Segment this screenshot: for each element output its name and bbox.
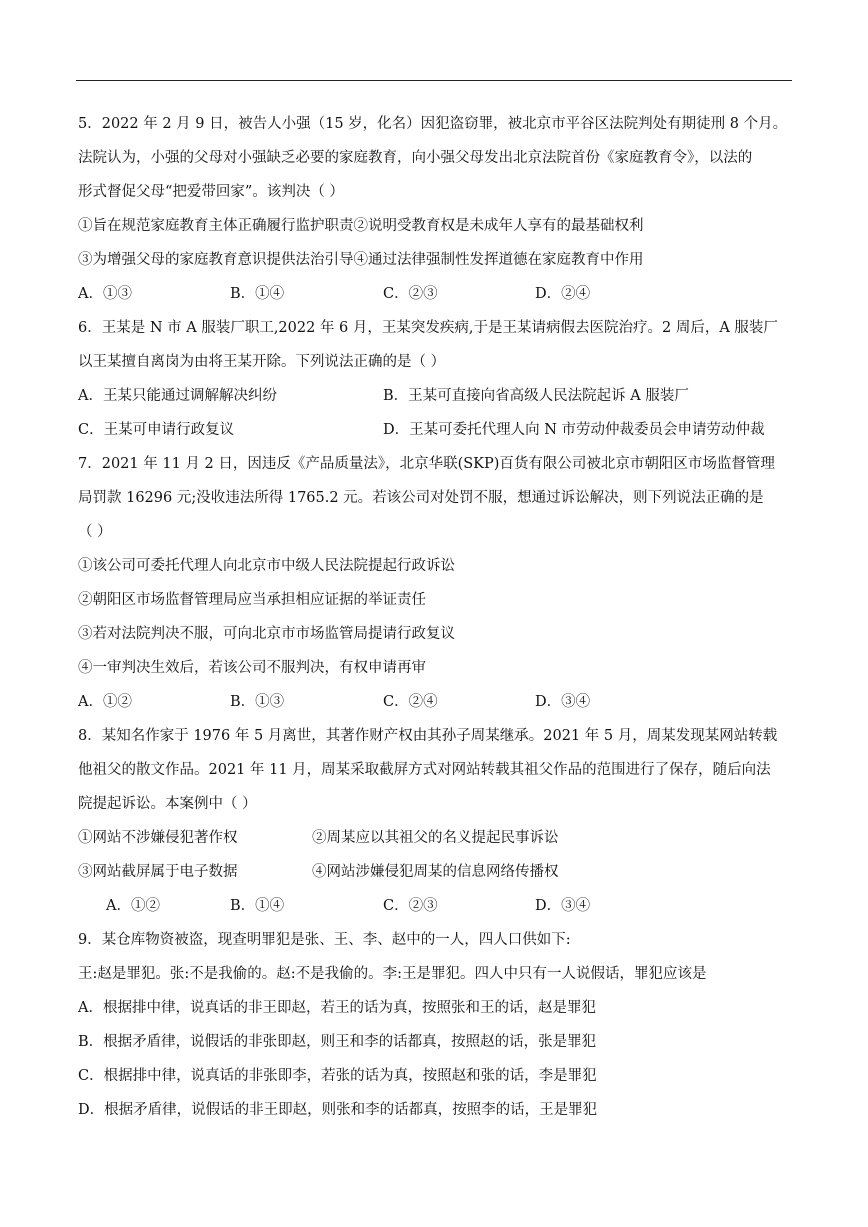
q9-stem-line-2: 王:赵是罪犯。张:不是我偷的。赵:不是我偷的。李:王是罪犯。四人中只有一人说假话，罪犯应该是 <box>78 966 707 982</box>
q9-option-b[interactable]: B．根据矛盾律，说假话的非张即赵，则王和李的话都真，按照赵的话，张是罪犯 <box>78 1034 597 1050</box>
q8-stem-line-1: 8．某知名作家于 1976 年 5 月离世，其著作财产权由其孙子周某继承。2021 年 5 月，周某发现某网站转载 <box>78 728 778 744</box>
q7-stem-line-1: 7．2021 年 11 月 2 日，因违反《产品质量法》，北京华联(SKP)百货有限公司被北京市朝阳区市场监督管理 <box>78 456 775 472</box>
q8-item-3: ③网站截屏属于电子数据 <box>78 864 238 880</box>
q8-stem-line-2: 他祖父的散文作品。2021 年 11 月，周某采取截屏方式对网站转载其祖父作品的范围进行了保存，随后向法 <box>78 762 771 778</box>
q9-stem-line-1: 9．某仓库物资被盗，现查明罪犯是张、王、李、赵中的一人，四人口供如下: <box>78 932 571 948</box>
q5-stem-line-3: 形式督促父母“把爱带回家”。该判决（ ） <box>78 184 344 200</box>
q9-option-c[interactable]: C．根据排中律，说真话的非张即李，若张的话为真，按照赵和张的话，李是罪犯 <box>78 1068 597 1084</box>
q7-stem-line-2: 局罚款 16296 元;没收违法所得 1765.2 元。若该公司对处罚不服，想通过诉讼解决，则下列说法正确的是 <box>78 490 764 506</box>
q8-option-d[interactable]: D．③④ <box>535 898 591 914</box>
q5-option-a[interactable]: A．①③ <box>78 286 132 302</box>
header-rule <box>76 80 792 81</box>
q6-option-d[interactable]: D．王某可委托代理人向 N 市劳动仲裁委员会申请劳动仲裁 <box>383 422 765 438</box>
q5-item-line-2: ③为增强父母的家庭教育意识提供法治引导④通过法律强制性发挥道德在家庭教育中作用 <box>78 252 644 268</box>
q8-option-b[interactable]: B．①④ <box>230 898 285 914</box>
q8-option-a[interactable]: A．①② <box>106 898 160 914</box>
q6-stem-line-1: 6．王某是 N 市 A 服装厂职工,2022 年 6 月，王某突发疾病,于是王某请病假去医院治疗。2 周后，A 服装厂 <box>78 320 778 336</box>
q5-stem-line-2: 法院认为，小强的父母对小强缺乏必要的家庭教育，向小强父母发出北京法院首份《家庭教育令》，以法的 <box>78 150 753 166</box>
q5-option-d[interactable]: D．②④ <box>535 286 591 302</box>
q5-stem-line-1: 5．2022 年 2 月 9 日，被告人小强（15 岁，化名）因犯盗窃罪，被北京市平谷区法院判处有期徒刑 8 个月。 <box>78 116 788 132</box>
q7-stem-line-3: （ ） <box>78 524 112 540</box>
q8-option-c[interactable]: C．②③ <box>383 898 438 914</box>
q8-item-1: ①网站不涉嫌侵犯著作权 <box>78 830 238 846</box>
q7-item-4: ④一审判决生效后，若该公司不服判决，有权申请再审 <box>78 660 426 676</box>
q7-item-1: ①该公司可委托代理人向北京市中级人民法院提起行政诉讼 <box>78 558 455 574</box>
q7-option-a[interactable]: A．①② <box>78 694 132 710</box>
q8-item-4: ④网站涉嫌侵犯周某的信息网络传播权 <box>312 864 559 880</box>
q7-option-d[interactable]: D．③④ <box>535 694 591 710</box>
q8-item-2: ②周某应以其祖父的名义提起民事诉讼 <box>312 830 559 846</box>
q6-stem-line-2: 以王某擅自离岗为由将王某开除。下列说法正确的是（ ） <box>78 354 446 370</box>
q6-option-b[interactable]: B．王某可直接向省高级人民法院起诉 A 服装厂 <box>383 388 689 404</box>
q7-option-c[interactable]: C．②④ <box>383 694 438 710</box>
q7-item-2: ②朝阳区市场监督管理局应当承担相应证据的举证责任 <box>78 592 426 608</box>
q6-option-c[interactable]: C．王某可申请行政复议 <box>78 422 235 438</box>
q5-option-b[interactable]: B．①④ <box>230 286 285 302</box>
q5-item-line-1: ①旨在规范家庭教育主体正确履行监护职责②说明受教育权是未成年人享有的最基础权利 <box>78 218 644 234</box>
q6-option-a[interactable]: A．王某只能通过调解解决纠纷 <box>78 388 277 404</box>
q7-item-3: ③若对法院判决不服，可向北京市市场监管局提请行政复议 <box>78 626 455 642</box>
q5-option-c[interactable]: C．②③ <box>383 286 438 302</box>
q8-stem-line-3: 院提起诉讼。本案例中（ ） <box>78 796 257 812</box>
q7-option-b[interactable]: B．①③ <box>230 694 285 710</box>
q9-option-d[interactable]: D．根据矛盾律，说假话的非王即赵，则张和李的话都真，按照李的话，王是罪犯 <box>78 1102 598 1118</box>
q9-option-a[interactable]: A．根据排中律，说真话的非王即赵，若王的话为真，按照张和王的话，赵是罪犯 <box>78 1000 596 1016</box>
